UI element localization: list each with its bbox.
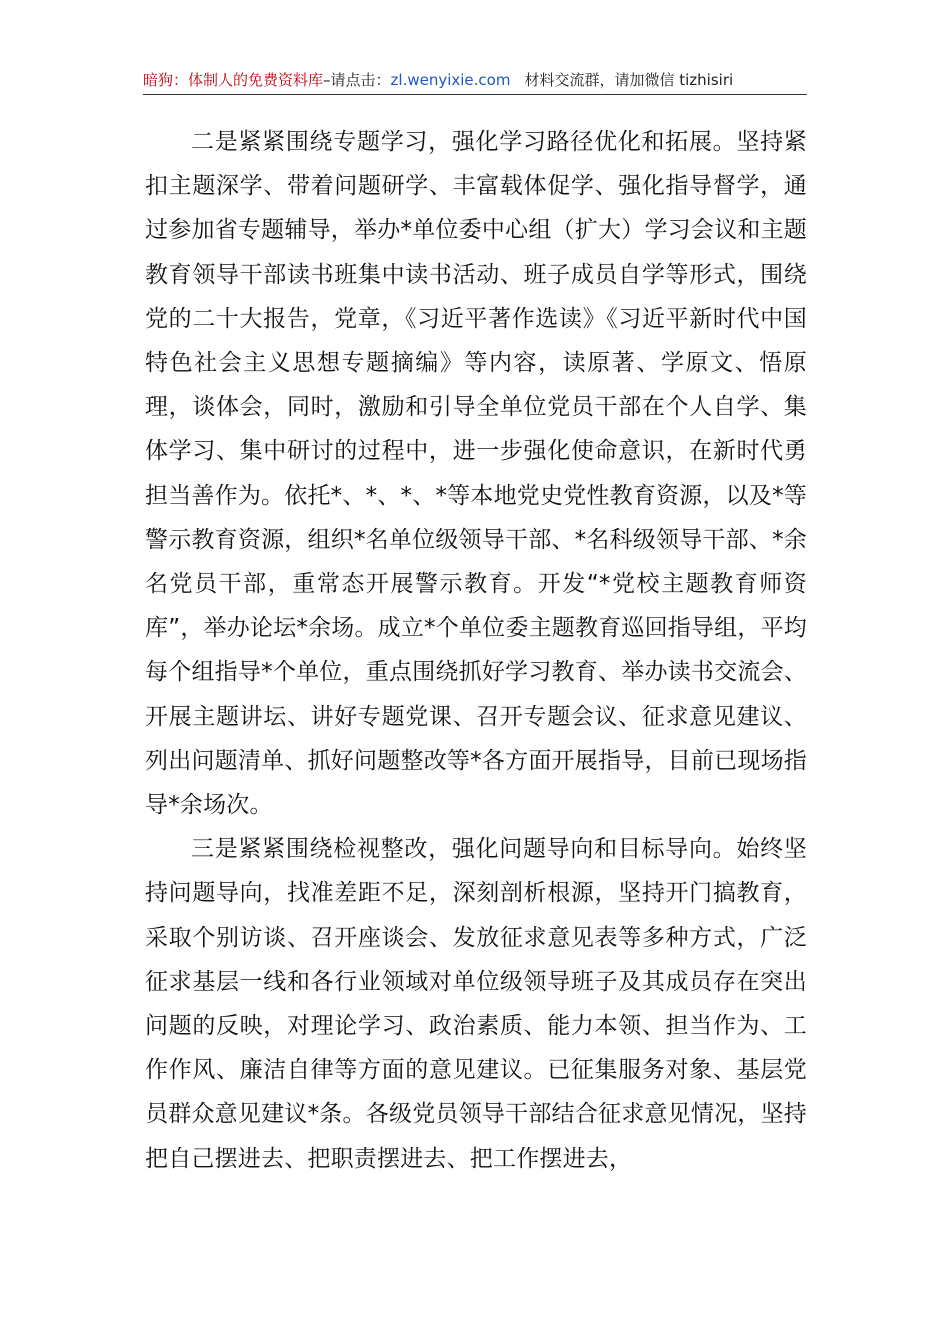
page-header [143,68,807,95]
header-prompt: –请点击： [323,71,391,89]
header-wechat-group: 材料交流群，请加微信 tizhisiri [524,71,734,89]
header-link[interactable]: zl.wenyixie.com [390,71,511,89]
paragraph-study: 二是紧紧围绕专题学习，强化学习路径优化和拓展。坚持紧扣主题深学、带着问题研学、丰富载体促学、强化指导督学，通过参加省专题辅导，举办*单位委中心组（扩大）学习会议和主题教育领导干部读书班集中读书活动、班子成员自学等形式，围绕党的二十大报告，党章，《习近平著作选读》《习近平新时代中国特色社会主义思想专题摘编》等内容，读原著、学原文、悟原理，谈体会，同时，激励和引导全单位党员干部在个人自学、集体学习、集中研讨的过程中，进一步强化使命意识，在新时代勇担当善作为。依托*、*、*、*等本地党史党性教育资源，以及*等警示教育资源，组织*名单位级领导干部、*名科级领导干部、*余名党员干部，重常态开展警示教育。开发“*党校主题教育师资库”，举办论坛*余场。成立*个单位委主题教育巡回指导组，平均每个组指导*个单位，重点围绕抓好学习教育、举办读书交流会、开展主题讲坛、讲好专题党课、召开专题会议、征求意见建议、列出问题清单、抓好问题整改等*各方面开展指导，目前已现场指导*余场次。 [145,129,807,819]
paragraph-rectification: 三是紧紧围绕检视整改，强化问题导向和目标导向。始终坚持问题导向，找准差距不足，深刻剖析根源，坚持开门搞教育，采取个别访谈、召开座谈会、发放征求意见表等多种方式，广泛征求基层一线和各行业领域对单位级领导班子及其成员存在突出问题的反映，对理论学习、政治素质、能力本领、担当作为、工作作风、廉洁自律等方面的意见建议。已征集服务对象、基层党员群众意见建议*条。各级党员领导干部结合征求意见情况，坚持把自己摆进去、把职责摆进去、把工作摆进去， [145,836,807,1172]
header-brand: 暗狗：体制人的免费资料库 [143,71,324,89]
document-body [145,120,807,1181]
